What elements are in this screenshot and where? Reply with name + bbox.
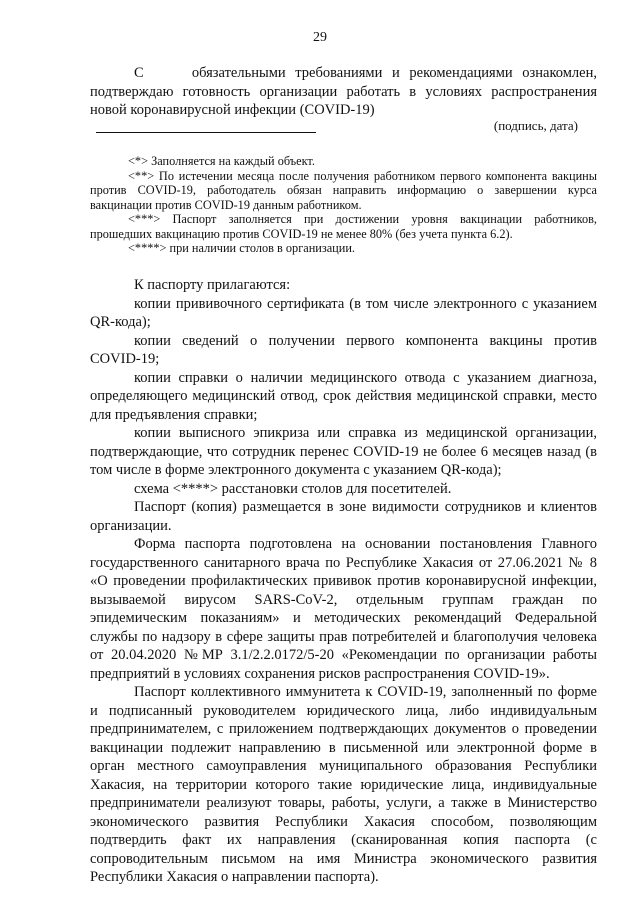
ack-line-1 xyxy=(90,64,597,83)
ack-line-2: подтверждаю готовность организации работать в условиях распространения xyxy=(90,83,597,100)
footnote: <**> По истечении месяца после получения работником первого компонента вакцины против COVID-19, работодатель обязан направить информацию о завершении курса вакцинации против COVID-19 данным работником. xyxy=(90,168,597,212)
attachment-item: копии сведений о получении первого компонента вакцины против COVID-19; xyxy=(90,332,597,367)
ack-line-1-start: С xyxy=(134,65,144,81)
page-number: 29 xyxy=(313,30,327,45)
paragraph-submission: Паспорт коллективного иммунитета к COVID-19, заполненный по форме и подписанный руководителем юридического лица, либо индивидуальным предпринимателем, с приложением подтверждающих документов о проведении вакцинации подлежит направлению в письменной или электронной форме в орган местного самоуправления муниципального образования Республики Хакасия, на территории которого такие юридические лица, индивидуальные предприниматели реализуют товары, работы, услуги, а также в Министерство экономического развития Республики Хакасия способом, позволяющим подтвердить факт их направления (сканированная копия паспорта (с сопроводительным письмом на имя Министра экономического развития Республики Хакасия о направлении паспорта). xyxy=(90,684,597,885)
attachment-item: копии выписного эпикриза или справка из медицинской организации, подтверждающие, что сотрудник перенес COVID-19 не более 6 месяцев назад (в том числе в форме электронного документа с указанием QR-кода); xyxy=(90,425,597,478)
footnote: <****> при наличии столов в организации. xyxy=(128,241,355,255)
ack-line-3-text: новой коронавирусной инфекции (COVID-19) xyxy=(90,102,375,118)
footnote: <*> Заполняется на каждый объект. xyxy=(128,154,315,168)
attachments-block xyxy=(90,276,597,887)
paragraph-legal-basis: Форма паспорта подготовлена на основании постановления Главного государственного санитарного врача по Республике Хакасия от 27.06.2021 № 8 «О проведении профилактических прививок против коронавирусной инфекции, вызываемой вирусом SARS-CoV-2, отдельным группам граждан по эпидемическим показаниям» и методических рекомендаций Федеральной службы по надзору в сфере защиты прав потребителей и благополучия человека от 20.04.2020 №МР 3.1/2.2.0172/5-20 «Рекомендации по организации работы предприятий в условиях сохранения рисков распространения COVID-19». xyxy=(90,536,597,682)
footnotes xyxy=(90,154,597,256)
signature-caption: (подпись, дата) xyxy=(493,118,578,133)
attachment-item: копии справки о наличии медицинского отвода с указанием диагноза, определяющего медицинский отвод, срок действия медицинской справки, место для предъявления справки; xyxy=(90,369,597,423)
ack-line-1-rest: обязательными требованиями и рекомендациями ознакомлен, xyxy=(191,65,597,81)
attachments-heading: К паспорту прилагаются: xyxy=(134,277,291,293)
footnote: <***> Паспорт заполняется при достижении уровня вакцинации работников, прошедших вакцинацию против COVID-19 не менее 80% (без учета пункта 6.2). xyxy=(90,212,597,241)
signature-caption-row xyxy=(0,118,640,134)
attachment-item: схема <****> расстановки столов для посетителей. xyxy=(134,480,452,497)
paragraph-placement: Паспорт (копия) размещается в зоне видимости сотрудников и клиентов организации. xyxy=(90,499,597,534)
attachment-item: копии прививочного сертификата (в том числе электронного с указанием QR-кода); xyxy=(90,295,597,330)
